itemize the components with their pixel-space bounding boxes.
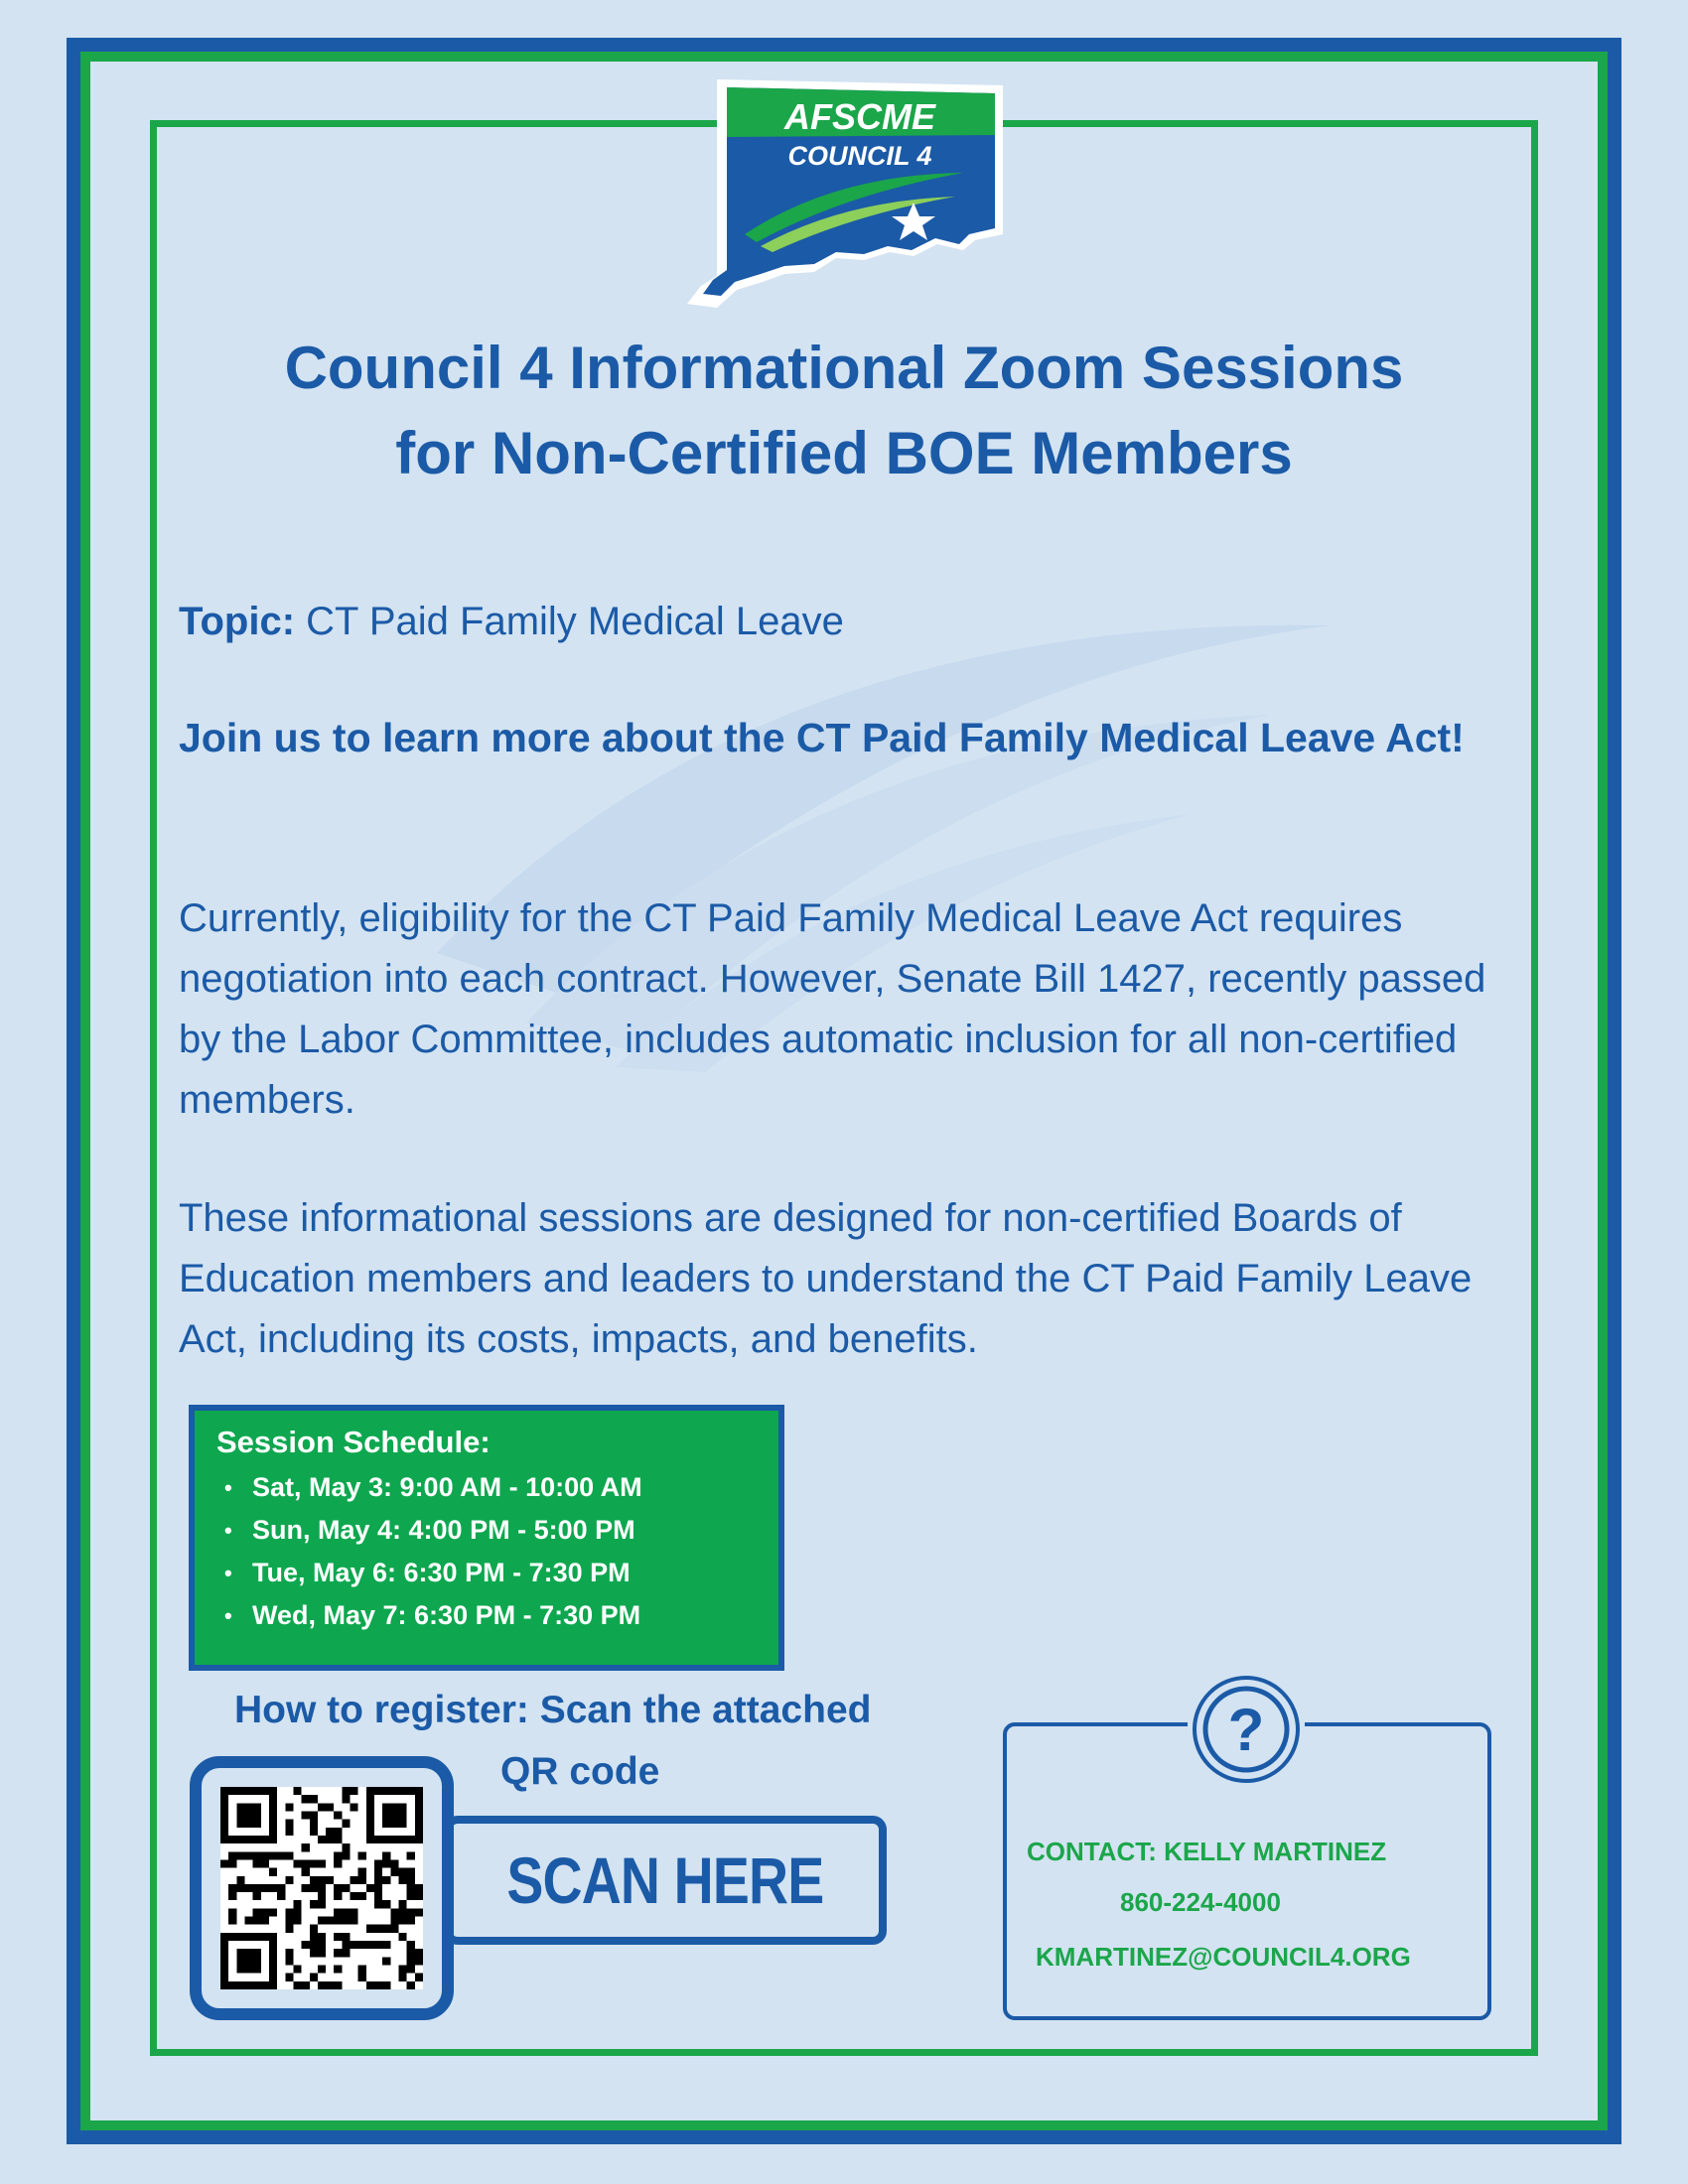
- session-item: • Wed, May 7: 6:30 PM - 7:30 PM: [252, 1594, 778, 1637]
- logo-unit-text: COUNCIL 4: [787, 141, 932, 171]
- help-symbol: ?: [1227, 1697, 1265, 1763]
- topic-label: Topic:: [179, 600, 296, 643]
- logo-org-text: AFSCME: [784, 96, 935, 137]
- session-schedule-box: [189, 1405, 784, 1671]
- eligibility-paragraph: Currently, eligibility for the CT Paid Family Medical Leave Act requires negotiation into each contract. However, Senate Bill 1427, recently passed by the Labor Committee, includes automatic inclusion for all non-certified members.: [179, 896, 1486, 1122]
- register-instructions-line-2: QR code: [500, 1750, 660, 1793]
- sessions-paragraph: These informational sessions are designed for non-certified Boards of Education members and leaders to understand the CT Paid Family Leave Act, including its costs, impacts, and benefits.: [179, 1196, 1473, 1361]
- session-item: • Sat, May 3: 9:00 AM - 10:00 AM: [252, 1466, 778, 1509]
- schedule-title: Session Schedule:: [216, 1425, 491, 1459]
- contact-phone[interactable]: 860-224-4000: [1120, 1887, 1281, 1917]
- scan-here-label: SCAN HERE: [506, 1843, 824, 1917]
- session-item: • Sun, May 4: 4:00 PM - 5:00 PM: [252, 1509, 778, 1552]
- afscme-council-4-logo: [665, 66, 1013, 334]
- contact-email[interactable]: KMARTINEZ@COUNCIL4.ORG: [1036, 1942, 1411, 1972]
- register-instructions-line-1: How to register: Scan the attached: [234, 1689, 872, 1731]
- qr-code-frame: [190, 1756, 454, 2020]
- question-mark-icon: [1188, 1671, 1305, 1788]
- topic-line: [179, 592, 1489, 652]
- join-heading: Join us to learn more about the CT Paid Family Medical Leave Act!: [179, 715, 1465, 760]
- session-list: [216, 1466, 778, 1637]
- page-title-line-2: for Non-Certified BOE Members: [395, 420, 1293, 486]
- page-title-line-1: Council 4 Informational Zoom Sessions: [284, 335, 1404, 401]
- scan-here-tab: [444, 1816, 887, 1945]
- topic-value: CT Paid Family Medical Leave: [306, 600, 844, 643]
- contact-name: CONTACT: KELLY MARTINEZ: [1027, 1837, 1387, 1866]
- session-item: • Tue, May 6: 6:30 PM - 7:30 PM: [252, 1552, 778, 1594]
- qr-code[interactable]: [220, 1787, 423, 1989]
